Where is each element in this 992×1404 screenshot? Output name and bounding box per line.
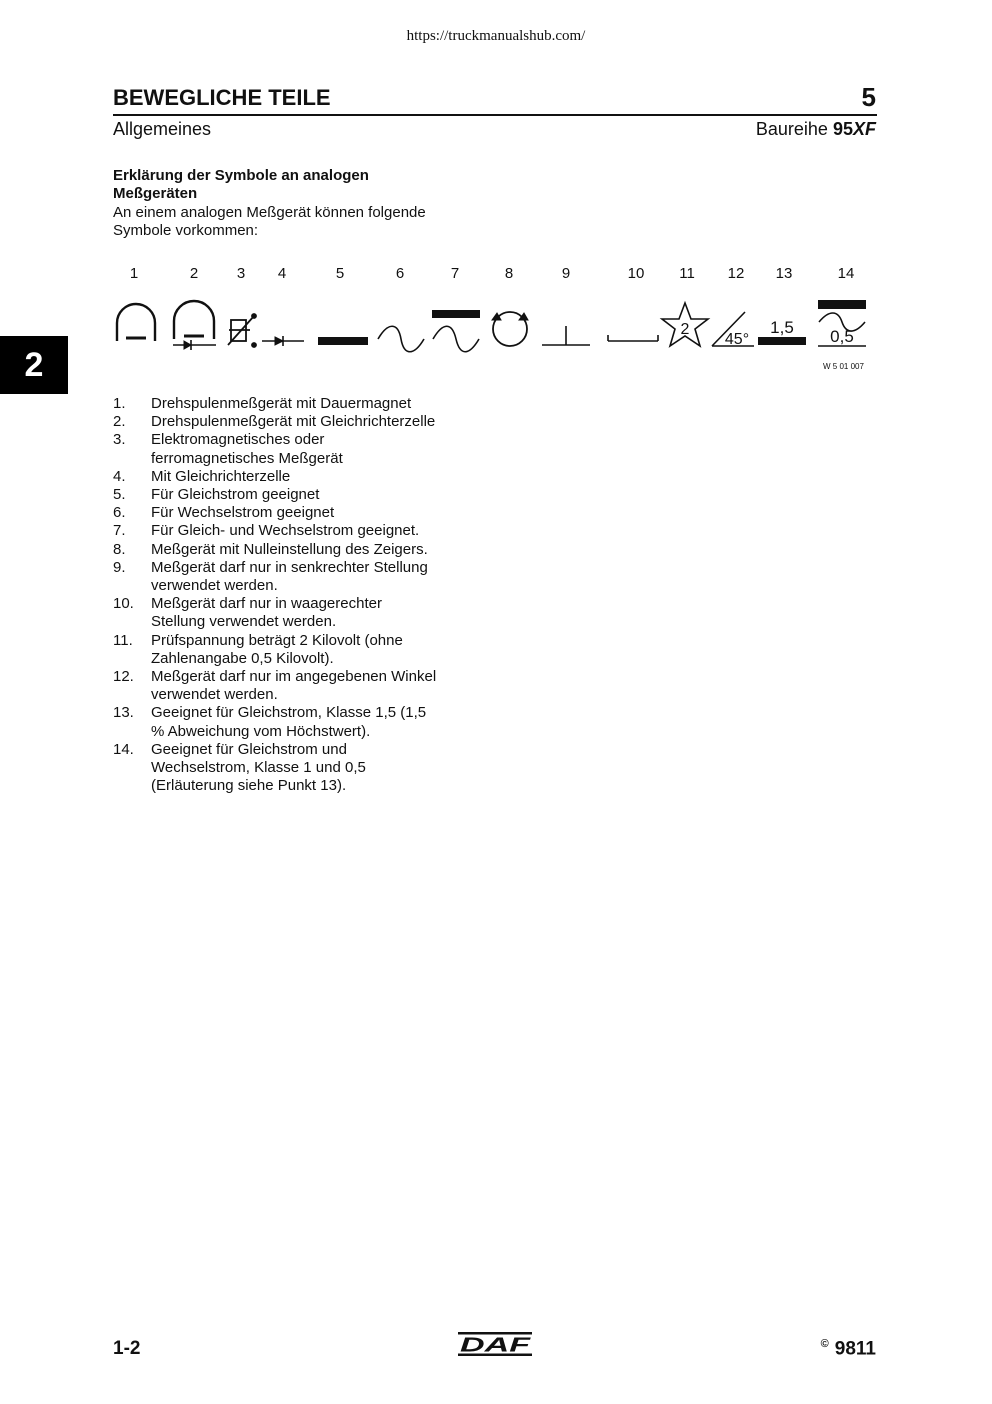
print-code bbox=[821, 1338, 876, 1360]
list-item bbox=[113, 522, 513, 540]
list-item bbox=[113, 504, 513, 522]
symbol-number: 5 bbox=[335, 265, 345, 282]
list-item bbox=[113, 632, 513, 668]
item-number: 10. bbox=[113, 595, 134, 613]
symbol-number: 1 bbox=[129, 265, 139, 282]
ac-icon bbox=[378, 326, 424, 352]
item-number: 12. bbox=[113, 668, 134, 686]
rectifier-coil-icon bbox=[173, 301, 216, 350]
list-item bbox=[113, 559, 513, 595]
class-14-label: 0,5 bbox=[830, 327, 854, 346]
symbol-number: 10 bbox=[627, 265, 645, 282]
star-label: 2 bbox=[680, 321, 690, 338]
section-tab: 2 bbox=[0, 336, 68, 394]
class-13-label: 1,5 bbox=[770, 318, 794, 337]
model-series bbox=[756, 119, 876, 140]
symbol-numbers bbox=[0, 265, 992, 285]
permanent-magnet-icon bbox=[117, 304, 155, 341]
symbol-number: 11 bbox=[679, 265, 695, 282]
symbol-legend bbox=[113, 395, 513, 795]
item-text: Geeignet für Gleichstrom und Wechselstrom, Klasse 1 und 0,5 (Erläuterung siehe Punkt 13). bbox=[151, 740, 366, 795]
item-text: Drehspulenmeßgerät mit Gleichrichterzelle bbox=[151, 413, 436, 431]
symbol-number: 13 bbox=[775, 265, 793, 282]
item-text: Für Gleich- und Wechselstrom geeignet. bbox=[151, 522, 420, 540]
list-item bbox=[113, 413, 513, 431]
symbol-number: 8 bbox=[504, 265, 514, 282]
item-number: 1. bbox=[113, 395, 126, 412]
angle-label: 45° bbox=[724, 331, 750, 348]
item-number: 9. bbox=[113, 558, 126, 576]
dc-icon bbox=[318, 337, 368, 345]
print-code-value: 9811 bbox=[834, 1338, 876, 1360]
list-item bbox=[113, 741, 513, 796]
list-item bbox=[113, 541, 513, 559]
header-rule bbox=[113, 114, 877, 116]
item-text: Meßgerät darf nur im angegebenen Winkel verwendet werden. bbox=[151, 668, 437, 704]
list-item bbox=[113, 668, 513, 704]
dc-class-icon bbox=[758, 337, 806, 345]
item-text: Elektromagnetisches oder ferromagnetisches Meßgerät bbox=[151, 431, 343, 467]
item-text: Für Gleichstrom geeignet bbox=[151, 486, 320, 504]
chapter-title: BEWEGLICHE TEILE bbox=[113, 85, 331, 110]
section-intro: An einem analogen Meßgerät können folgende Symbole vorkommen: bbox=[113, 204, 426, 239]
vertical-position-icon bbox=[542, 326, 590, 345]
source-url[interactable]: https://truckmanualshub.com/ bbox=[406, 28, 586, 44]
item-number: 6. bbox=[113, 504, 126, 522]
item-number: 3. bbox=[113, 431, 126, 449]
item-text: Drehspulenmeßgerät mit Dauermagnet bbox=[151, 395, 412, 412]
rectifier-icon bbox=[262, 336, 304, 346]
list-item bbox=[113, 595, 513, 631]
chapter-subtitle: Allgemeines bbox=[113, 119, 212, 139]
symbol-number: 2 bbox=[189, 265, 199, 282]
symbol-number: 3 bbox=[236, 265, 246, 282]
chapter-number: 5 bbox=[861, 82, 876, 112]
item-text: Für Wechselstrom geeignet bbox=[151, 504, 335, 522]
logo-text: DAF bbox=[460, 1334, 532, 1356]
item-number: 7. bbox=[113, 522, 126, 540]
figure-code: W 5 01 007 bbox=[823, 362, 864, 371]
item-text: Meßgerät mit Nulleinstellung des Zeigers. bbox=[151, 540, 428, 558]
list-item bbox=[113, 395, 513, 413]
item-number: 14. bbox=[113, 740, 134, 758]
copyright-symbol: © bbox=[820, 1338, 829, 1350]
item-text: Prüfspannung beträgt 2 Kilovolt (ohne Zahlenangabe 0,5 Kilovolt). bbox=[151, 631, 403, 667]
item-text: Meßgerät darf nur in senkrechter Stellung verwendet werden. bbox=[151, 558, 428, 595]
page-number: 1-2 bbox=[113, 1338, 141, 1359]
list-item bbox=[113, 486, 513, 504]
section-heading: Erklärung der Symbole an analogen Meßgeräten bbox=[113, 167, 369, 202]
symbol-number: 4 bbox=[277, 265, 287, 282]
daf-logo bbox=[458, 1332, 532, 1356]
symbol-number: 7 bbox=[450, 265, 460, 282]
horizontal-position-icon bbox=[608, 335, 658, 341]
symbol-number: 14 bbox=[837, 265, 855, 282]
symbol-number: 12 bbox=[727, 265, 745, 282]
ac-dc-icon bbox=[432, 310, 480, 352]
series-number: 95 bbox=[832, 119, 853, 139]
list-item bbox=[113, 431, 513, 467]
series-suffix: XF bbox=[852, 119, 876, 139]
symbol-number: 9 bbox=[561, 265, 571, 282]
item-text: Mit Gleichrichterzelle bbox=[151, 467, 291, 485]
item-number: 8. bbox=[113, 540, 126, 558]
list-item bbox=[113, 468, 513, 486]
item-number: 13. bbox=[113, 704, 134, 722]
zero-adjust-icon bbox=[492, 312, 528, 346]
series-label: Baureihe bbox=[755, 119, 828, 139]
electromagnetic-icon bbox=[228, 314, 256, 347]
item-number: 11. bbox=[113, 631, 133, 649]
meter-symbols-figure bbox=[0, 290, 992, 360]
item-text: Meßgerät darf nur in waagerechter Stellung verwendet werden. bbox=[151, 595, 382, 631]
list-item bbox=[113, 704, 513, 740]
item-number: 4. bbox=[113, 467, 126, 485]
item-number: 2. bbox=[113, 413, 126, 431]
item-number: 5. bbox=[113, 486, 126, 504]
symbol-number: 6 bbox=[395, 265, 405, 282]
item-text: Geeignet für Gleichstrom, Klasse 1,5 (1,5 % Abweichung vom Höchstwert). bbox=[151, 704, 427, 740]
